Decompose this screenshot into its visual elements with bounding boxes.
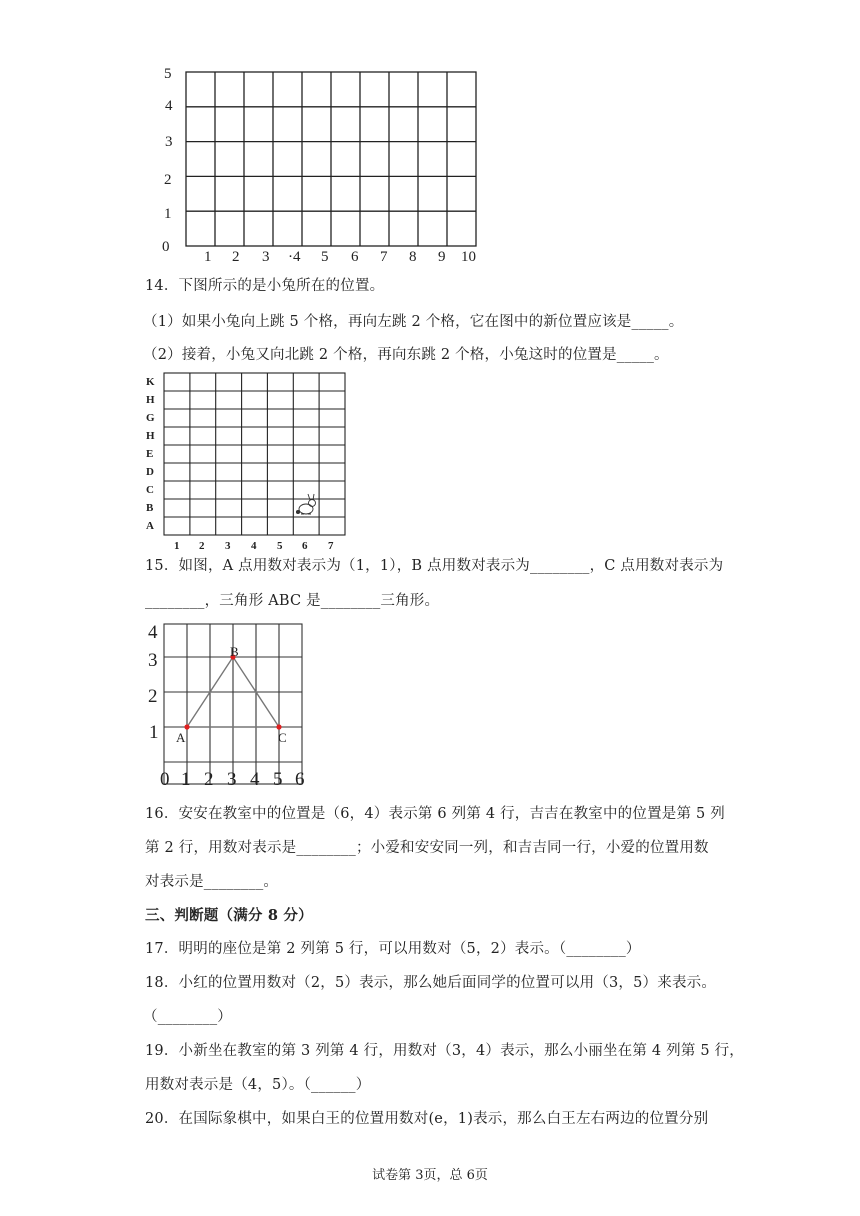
q17-line1: 17．明明的座位是第 2 列第 5 行，可以用数对（5，2）表示。（________） xyxy=(145,941,641,957)
triangle-grid-q15 xyxy=(140,614,320,790)
y-label: 4 xyxy=(148,622,158,643)
x-label: 10 xyxy=(461,249,476,265)
col-label: 5 xyxy=(277,540,283,552)
q14-title: 14．下图所示的是小兔所在的位置。 xyxy=(145,278,385,294)
row-label: K xyxy=(146,376,155,388)
row-label: E xyxy=(146,448,154,460)
row-label: G xyxy=(146,412,155,424)
row-label: H xyxy=(146,394,155,406)
rabbit-icon xyxy=(296,494,315,514)
q15-line1: 15．如图，A 点用数对表示为（1，1），B 点用数对表示为________，C 点用数对表示为 xyxy=(145,558,724,574)
y-label: 3 xyxy=(148,650,158,671)
q18-answer-blank: （________） xyxy=(143,1009,232,1025)
q16-line2: 第 2 行，用数对表示是________；小爱和安安同一列，和吉吉同一行，小爱的位置用数 xyxy=(145,840,709,856)
y-label: 2 xyxy=(164,172,172,188)
x-label: ·4 xyxy=(288,249,301,265)
y-label: 5 xyxy=(164,66,172,82)
row-label: B xyxy=(146,502,154,514)
y-label: 1 xyxy=(149,722,159,743)
page-footer: 试卷第 3页，总 6页 xyxy=(372,1168,488,1183)
label-c: C xyxy=(278,730,287,745)
col-label: 6 xyxy=(302,540,308,552)
q19-line1: 19．小新坐在教室的第 3 列第 4 行，用数对（3，4）表示，那么小丽坐在第 4 列第 5 行， xyxy=(145,1043,744,1059)
label-a: A xyxy=(176,730,186,745)
col-label: 1 xyxy=(174,540,180,552)
q14-part1: （1）如果小兔向上跳 5 个格，再向左跳 2 个格，它在图中的新位置应该是_____。 xyxy=(143,314,684,330)
x-label: 7 xyxy=(380,249,388,265)
y-label: 3 xyxy=(165,134,173,150)
point-c xyxy=(276,724,281,729)
label-b: B xyxy=(230,644,239,659)
coordinate-grid-1 xyxy=(150,60,490,270)
y-label: 0 xyxy=(162,239,170,255)
y-label: 4 xyxy=(165,98,173,114)
x-label: 3 xyxy=(227,769,237,790)
x-label: 6 xyxy=(295,769,305,790)
col-label: 4 xyxy=(251,540,257,552)
x-label: 5 xyxy=(321,249,329,265)
x-label: 1 xyxy=(181,769,191,790)
x-label: 2 xyxy=(232,249,240,265)
x-label: 1 xyxy=(204,249,212,265)
q20-line1: 20．在国际象棋中，如果白王的位置用数对(e，1)表示，那么白王左右两边的位置分别 xyxy=(145,1111,709,1127)
col-label: 2 xyxy=(199,540,205,552)
q15-line2: ________，三角形 ABC 是________三角形。 xyxy=(145,593,440,609)
y-label: 2 xyxy=(148,686,158,707)
letter-grid-q14 xyxy=(140,368,360,556)
row-label: C xyxy=(146,484,154,496)
row-label: D xyxy=(146,466,154,478)
x-label: 5 xyxy=(273,769,283,790)
col-label: 7 xyxy=(328,540,334,552)
q16-line3: 对表示是________。 xyxy=(145,874,279,890)
x-label: 2 xyxy=(204,769,214,790)
col-label: 3 xyxy=(225,540,231,552)
point-a xyxy=(184,724,189,729)
y-label: 1 xyxy=(164,206,172,222)
x-label: 8 xyxy=(409,249,417,265)
row-label: H xyxy=(146,430,155,442)
x-label: 0 xyxy=(160,769,170,790)
q18-line1: 18．小红的位置用数对（2，5）表示，那么她后面同学的位置可以用（3，5）来表示。 xyxy=(145,975,717,991)
x-label: 9 xyxy=(438,249,446,265)
row-label: A xyxy=(146,520,154,532)
section-heading: 三、判断题（满分 8 分） xyxy=(145,907,313,924)
x-label: 4 xyxy=(250,769,260,790)
q16-line1: 16．安安在教室中的位置是（6，4）表示第 6 列第 4 行，吉吉在教室中的位置是第 5 列 xyxy=(145,806,725,822)
x-label: 3 xyxy=(262,249,270,265)
x-label: 6 xyxy=(351,249,359,265)
q14-part2: （2）接着，小兔又向北跳 2 个格，再向东跳 2 个格，小兔这时的位置是_____。 xyxy=(143,347,669,363)
q19-line2: 用数对表示是（4，5）。（______） xyxy=(145,1077,371,1093)
